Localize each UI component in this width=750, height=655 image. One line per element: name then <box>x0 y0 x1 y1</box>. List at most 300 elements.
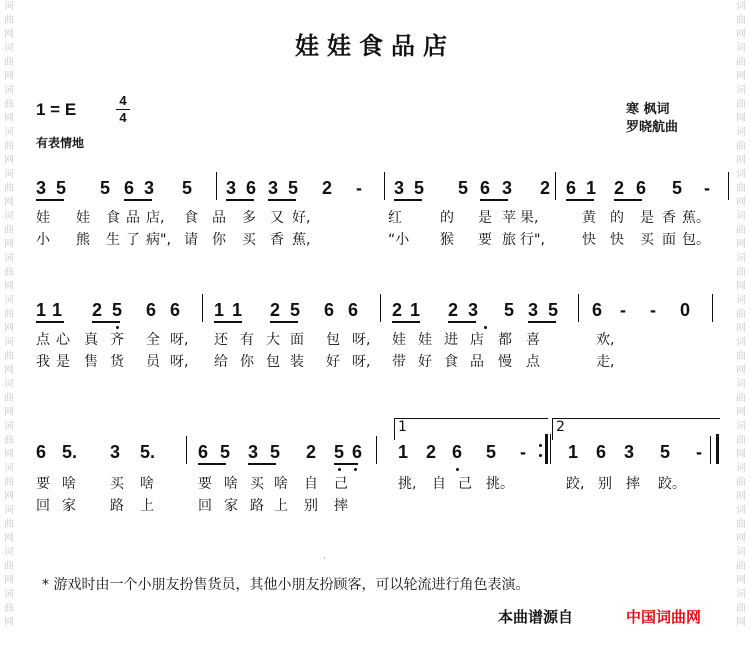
watermark-glyph: 网 <box>736 533 746 544</box>
repeat-dot <box>539 444 542 447</box>
note: 6 <box>146 300 157 320</box>
lyric-syllable: 还 <box>214 332 228 348</box>
lyric-syllable: “小 <box>388 232 410 248</box>
lyric-syllable: 又 <box>270 210 284 226</box>
note: 5 <box>672 178 683 198</box>
note: 1 <box>52 300 63 320</box>
underline <box>566 199 594 201</box>
note: 3 <box>528 300 539 320</box>
watermark-glyph: 曲 <box>4 225 14 236</box>
lyric-syllable: 好 <box>418 354 432 370</box>
composer-credit: 罗晓航曲 <box>626 120 679 135</box>
watermark-glyph: 曲 <box>736 309 746 320</box>
watermark-glyph: 词 <box>4 43 14 54</box>
low-octave-dot <box>354 468 357 471</box>
note: 6 <box>636 178 647 198</box>
note: 5 <box>112 300 123 320</box>
note: 6 <box>352 442 363 462</box>
lyric-syllable: 店 <box>470 332 484 348</box>
watermark-glyph: 网 <box>736 239 746 250</box>
site-name: 中国词曲网 <box>626 608 702 626</box>
lyric-syllable: 是 <box>56 354 70 370</box>
lyric-syllable: 要 <box>478 232 492 248</box>
barline <box>202 294 203 322</box>
note: 5 <box>414 178 425 198</box>
lyric-syllable: 品 <box>212 210 226 226</box>
lyric-syllable: 熊 <box>76 232 90 248</box>
underline <box>214 321 242 323</box>
watermark-glyph: 词 <box>4 127 14 138</box>
watermark-glyph: 网 <box>4 491 14 502</box>
lyric-syllable: 包。 <box>682 232 710 248</box>
lyric-syllable: 面 <box>290 332 304 348</box>
watermark-glyph: 曲 <box>736 561 746 572</box>
lyric-syllable: 全 <box>146 332 160 348</box>
watermark-glyph: 词 <box>736 421 746 432</box>
watermark-glyph: 词 <box>4 253 14 264</box>
lyric-syllable: 装 <box>290 354 304 370</box>
lyric-syllable: 啥 <box>274 476 288 492</box>
note: 6 <box>198 442 209 462</box>
lyric-syllable: 摔 <box>626 476 640 492</box>
lyric-syllable: 跤。 <box>658 476 686 492</box>
note: - <box>696 442 702 462</box>
watermark-glyph: 曲 <box>736 141 746 152</box>
watermark-glyph: 网 <box>4 197 14 208</box>
watermark-glyph: 词 <box>4 1 14 12</box>
note: 5 <box>458 178 469 198</box>
note: 2 <box>448 300 459 320</box>
lyric-syllable: 心 <box>56 332 70 348</box>
lyric-syllable: 猴 <box>440 232 454 248</box>
note: 5 <box>504 300 515 320</box>
lyric-syllable: 品 <box>126 210 140 226</box>
lyric-syllable: 的 <box>610 210 624 226</box>
watermark-glyph: 网 <box>736 197 746 208</box>
lyric-syllable: 呀, <box>352 332 371 348</box>
lyric-syllable: 买 <box>242 232 256 248</box>
lyric-syllable: 快 <box>610 232 624 248</box>
lyric-syllable: 是 <box>478 210 492 226</box>
underline <box>36 199 64 201</box>
watermark-glyph: 曲 <box>4 99 14 110</box>
lyric-syllable: 自 <box>432 476 446 492</box>
barline <box>216 172 217 200</box>
underline <box>480 199 508 201</box>
watermark-glyph: 词 <box>4 211 14 222</box>
note: 1 <box>232 300 243 320</box>
lyric-syllable: 回 <box>198 498 212 514</box>
lyric-syllable: 进 <box>444 332 458 348</box>
low-octave-dot <box>456 468 459 471</box>
watermark-glyph: 网 <box>4 71 14 82</box>
lyric-syllable: 路 <box>110 498 124 514</box>
watermark-glyph: 曲 <box>4 351 14 362</box>
watermark-glyph: 词 <box>4 547 14 558</box>
lyric-syllable: 买 <box>250 476 264 492</box>
note: 2 <box>426 442 437 462</box>
underline <box>268 199 296 201</box>
lyric-syllable: 行", <box>520 232 545 248</box>
lyric-syllable: 己 <box>334 476 348 492</box>
note: 2 <box>614 178 625 198</box>
note: 5 <box>548 300 559 320</box>
lyric-syllable: 售 <box>84 354 98 370</box>
lyric-syllable: 别 <box>598 476 612 492</box>
underline <box>124 199 152 201</box>
watermark-glyph: 词 <box>736 85 746 96</box>
underline <box>448 321 476 323</box>
watermark-glyph: 词 <box>4 589 14 600</box>
lyric-syllable: 买 <box>640 232 654 248</box>
lyric-syllable: 呀, <box>170 332 189 348</box>
note: 1 <box>36 300 47 320</box>
lyric-syllable: 挑。 <box>486 476 514 492</box>
note: 0 <box>680 300 691 320</box>
lyric-syllable: 真 <box>84 332 98 348</box>
watermark-glyph: 曲 <box>4 603 14 614</box>
barline <box>384 172 385 200</box>
underline <box>614 199 642 201</box>
volta-bracket <box>394 418 548 419</box>
low-octave-dot <box>116 326 119 329</box>
lyric-syllable: 多 <box>242 210 256 226</box>
lyric-syllable: 都 <box>498 332 512 348</box>
underline <box>270 321 298 323</box>
watermark-glyph: 曲 <box>736 15 746 26</box>
lyric-syllable: 娃 <box>36 210 50 226</box>
lyric-syllable: 娃 <box>418 332 432 348</box>
note: 2 <box>306 442 317 462</box>
watermark-glyph: 词 <box>736 1 746 12</box>
underline <box>334 463 358 465</box>
note: 5 <box>660 442 671 462</box>
low-octave-dot <box>338 468 341 471</box>
watermark-glyph: 网 <box>736 71 746 82</box>
lyric-syllable: 给 <box>214 354 228 370</box>
watermark-glyph: 词 <box>736 43 746 54</box>
lyric-syllable: 啥 <box>224 476 238 492</box>
section-divider <box>324 557 325 559</box>
source-label: 本曲谱源自 <box>498 608 574 626</box>
note: 6 <box>480 178 491 198</box>
repeat-bar <box>550 434 551 464</box>
watermark-glyph: 词 <box>736 505 746 516</box>
watermark-glyph: 网 <box>4 29 14 40</box>
underline <box>92 321 120 323</box>
watermark-glyph: 网 <box>736 407 746 418</box>
lyric-syllable: 娃 <box>392 332 406 348</box>
note: - <box>356 178 362 198</box>
tempo-mood: 有表情地 <box>36 136 85 150</box>
time-signature <box>116 93 130 126</box>
watermark-glyph: 曲 <box>736 267 746 278</box>
lyric-syllable: 大 <box>266 332 280 348</box>
lyric-syllable: 呀, <box>352 354 371 370</box>
note: 6 <box>348 300 359 320</box>
watermark-glyph: 网 <box>736 113 746 124</box>
watermark-right <box>734 0 748 655</box>
lyric-syllable: 包 <box>266 354 280 370</box>
lyric-syllable: 挑, <box>398 476 417 492</box>
lyric-syllable: 的 <box>440 210 454 226</box>
lyric-syllable: 是 <box>640 210 654 226</box>
watermark-glyph: 词 <box>4 379 14 390</box>
watermark-glyph: 词 <box>4 85 14 96</box>
watermark-glyph: 词 <box>4 421 14 432</box>
time-signature-top: 4 <box>119 93 127 108</box>
volta-bracket <box>552 418 553 440</box>
lyric-syllable: 我 <box>36 354 50 370</box>
underline <box>528 321 556 323</box>
note: - <box>704 178 710 198</box>
lyric-syllable: 慢 <box>498 354 512 370</box>
lyric-syllable: 店, <box>146 210 165 226</box>
watermark-glyph: 网 <box>736 281 746 292</box>
lyric-syllable: 摔 <box>334 498 348 514</box>
lyric-syllable: 了 <box>126 232 140 248</box>
volta-bracket <box>394 418 395 440</box>
watermark-glyph: 词 <box>736 379 746 390</box>
lyric-syllable: 食 <box>184 210 198 226</box>
watermark-glyph: 词 <box>736 253 746 264</box>
note: 3 <box>468 300 479 320</box>
lyric-syllable: 苹 <box>502 210 516 226</box>
lyric-syllable: 齐 <box>110 332 124 348</box>
underline <box>248 463 276 465</box>
lyric-syllable: 路 <box>250 498 264 514</box>
note: 3 <box>36 178 47 198</box>
time-signature-bottom: 4 <box>116 109 130 126</box>
barline <box>380 294 381 322</box>
lyric-syllable: 呀, <box>170 354 189 370</box>
note: 3 <box>110 442 121 462</box>
watermark-glyph: 曲 <box>4 15 14 26</box>
lyric-syllable: 蕉, <box>292 232 311 248</box>
lyric-syllable: 走, <box>596 354 615 370</box>
lyric-syllable: 你 <box>212 232 226 248</box>
note: 3 <box>502 178 513 198</box>
watermark-glyph: 词 <box>736 169 746 180</box>
lyric-syllable: 点 <box>36 332 50 348</box>
note: - <box>620 300 626 320</box>
lyric-syllable: 欢, <box>596 332 615 348</box>
volta-number: 1 <box>398 419 407 435</box>
lyric-syllable: 快 <box>582 232 596 248</box>
note: 5 <box>220 442 231 462</box>
note: 5 <box>56 178 67 198</box>
underline <box>226 199 254 201</box>
watermark-glyph: 词 <box>4 169 14 180</box>
low-octave-dot <box>484 326 487 329</box>
lyric-syllable: 食 <box>444 354 458 370</box>
watermark-glyph: 网 <box>4 407 14 418</box>
lyric-syllable: 旅 <box>502 232 516 248</box>
watermark-glyph: 曲 <box>4 57 14 68</box>
lyric-syllable: 己 <box>458 476 472 492</box>
underline <box>36 321 64 323</box>
note: 6 <box>566 178 577 198</box>
watermark-glyph: 曲 <box>736 393 746 404</box>
note: 5 <box>288 178 299 198</box>
performance-footnote: * 游戏时由一个小朋友扮售货员，其他小朋友扮顾客，可以轮流进行角色表演。 <box>42 577 530 593</box>
lyric-syllable: 点 <box>526 354 540 370</box>
barline <box>376 436 377 464</box>
lyric-syllable: 要 <box>36 476 50 492</box>
lyric-syllable: 包 <box>326 332 340 348</box>
watermark-glyph: 词 <box>736 337 746 348</box>
lyric-syllable: 小 <box>36 232 50 248</box>
watermark-glyph: 网 <box>4 575 14 586</box>
lyric-syllable: 有 <box>240 332 254 348</box>
watermark-glyph: 网 <box>4 617 14 628</box>
note: 6 <box>452 442 463 462</box>
lyric-syllable: 家 <box>224 498 238 514</box>
final-bar <box>716 434 719 464</box>
watermark-glyph: 词 <box>4 295 14 306</box>
barline <box>578 294 579 322</box>
note: 5 <box>290 300 301 320</box>
watermark-glyph: 词 <box>4 463 14 474</box>
lyric-syllable: 员 <box>146 354 160 370</box>
watermark-glyph: 网 <box>4 239 14 250</box>
note: 1 <box>410 300 421 320</box>
volta-number: 2 <box>556 419 565 435</box>
note: 3 <box>144 178 155 198</box>
lyric-syllable: 家 <box>62 498 76 514</box>
lyric-syllable: 喜 <box>526 332 540 348</box>
lyric-syllable: 黄 <box>582 210 596 226</box>
lyric-syllable: 自 <box>304 476 318 492</box>
watermark-glyph: 曲 <box>736 225 746 236</box>
watermark-glyph: 词 <box>4 337 14 348</box>
note: 3 <box>248 442 259 462</box>
note: 1 <box>568 442 579 462</box>
note: - <box>520 442 526 462</box>
underline <box>198 463 226 465</box>
watermark-glyph: 词 <box>736 589 746 600</box>
lyric-syllable: 回 <box>36 498 50 514</box>
note: 5 <box>486 442 497 462</box>
volta-bracket <box>552 418 720 419</box>
watermark-glyph: 曲 <box>736 477 746 488</box>
lyric-syllable: 红 <box>388 210 402 226</box>
watermark-glyph: 曲 <box>736 351 746 362</box>
lyric-syllable: 食 <box>106 210 120 226</box>
note: 6 <box>170 300 181 320</box>
lyric-syllable: 带 <box>392 354 406 370</box>
lyric-syllable: 要 <box>198 476 212 492</box>
note: 5 <box>334 442 345 462</box>
note: 5 <box>100 178 111 198</box>
note: 5 <box>182 178 193 198</box>
watermark-glyph: 网 <box>4 323 14 334</box>
lyric-syllable: 蕉。 <box>682 210 710 226</box>
lyric-syllable: 请 <box>184 232 198 248</box>
lyric-syllable: 果, <box>520 210 539 226</box>
lyric-syllable: 香 <box>662 210 676 226</box>
note: 6 <box>124 178 135 198</box>
lyric-syllable: 上 <box>140 498 154 514</box>
lyric-syllable: 香 <box>270 232 284 248</box>
note: 6 <box>36 442 47 462</box>
watermark-glyph: 曲 <box>4 519 14 530</box>
watermark-glyph: 词 <box>736 547 746 558</box>
watermark-glyph: 曲 <box>4 183 14 194</box>
watermark-glyph: 网 <box>736 323 746 334</box>
song-title: 娃娃食品店 <box>295 32 455 60</box>
barline <box>728 172 729 200</box>
lyric-syllable: 啥 <box>140 476 154 492</box>
watermark-glyph: 曲 <box>736 435 746 446</box>
note: 2 <box>322 178 333 198</box>
lyric-syllable: 病", <box>146 232 171 248</box>
watermark-glyph: 曲 <box>736 519 746 530</box>
lyric-syllable: 货 <box>110 354 124 370</box>
note: 3 <box>226 178 237 198</box>
lyric-syllable: 上 <box>274 498 288 514</box>
watermark-glyph: 词 <box>4 505 14 516</box>
note: 2 <box>540 178 551 198</box>
note: 5. <box>140 442 156 462</box>
watermark-glyph: 词 <box>736 127 746 138</box>
lyric-syllable: 娃 <box>76 210 90 226</box>
watermark-glyph: 网 <box>4 281 14 292</box>
watermark-glyph: 网 <box>4 365 14 376</box>
watermark-glyph: 网 <box>736 575 746 586</box>
watermark-glyph: 曲 <box>736 99 746 110</box>
watermark-glyph: 网 <box>736 491 746 502</box>
lyric-syllable: 别 <box>304 498 318 514</box>
note: 5. <box>62 442 78 462</box>
barline <box>186 436 187 464</box>
repeat-dot <box>539 454 542 457</box>
note: 3 <box>624 442 635 462</box>
watermark-glyph: 网 <box>736 617 746 628</box>
barline <box>555 172 556 200</box>
note: 3 <box>268 178 279 198</box>
lyric-syllable: 好, <box>292 210 311 226</box>
note: 1 <box>214 300 225 320</box>
watermark-glyph: 网 <box>4 155 14 166</box>
note: 6 <box>246 178 257 198</box>
lyric-syllable: 生 <box>106 232 120 248</box>
lyric-syllable: 跤, <box>566 476 585 492</box>
watermark-left <box>2 0 16 655</box>
note: 1 <box>398 442 409 462</box>
lyricist-credit: 寒 枫词 <box>626 102 670 117</box>
watermark-glyph: 曲 <box>4 141 14 152</box>
watermark-glyph: 曲 <box>4 309 14 320</box>
repeat-bar <box>545 434 548 464</box>
lyric-syllable: 买 <box>110 476 124 492</box>
note: 5 <box>270 442 281 462</box>
watermark-glyph: 网 <box>736 29 746 40</box>
note: 3 <box>394 178 405 198</box>
watermark-glyph: 网 <box>4 449 14 460</box>
note: 6 <box>324 300 335 320</box>
barline <box>712 294 713 322</box>
underline <box>392 321 420 323</box>
watermark-glyph: 词 <box>736 463 746 474</box>
lyric-syllable: 好 <box>326 354 340 370</box>
watermark-glyph: 网 <box>4 113 14 124</box>
note: - <box>650 300 656 320</box>
note: 6 <box>592 300 603 320</box>
watermark-glyph: 曲 <box>736 57 746 68</box>
note: 2 <box>392 300 403 320</box>
watermark-glyph: 曲 <box>736 603 746 614</box>
